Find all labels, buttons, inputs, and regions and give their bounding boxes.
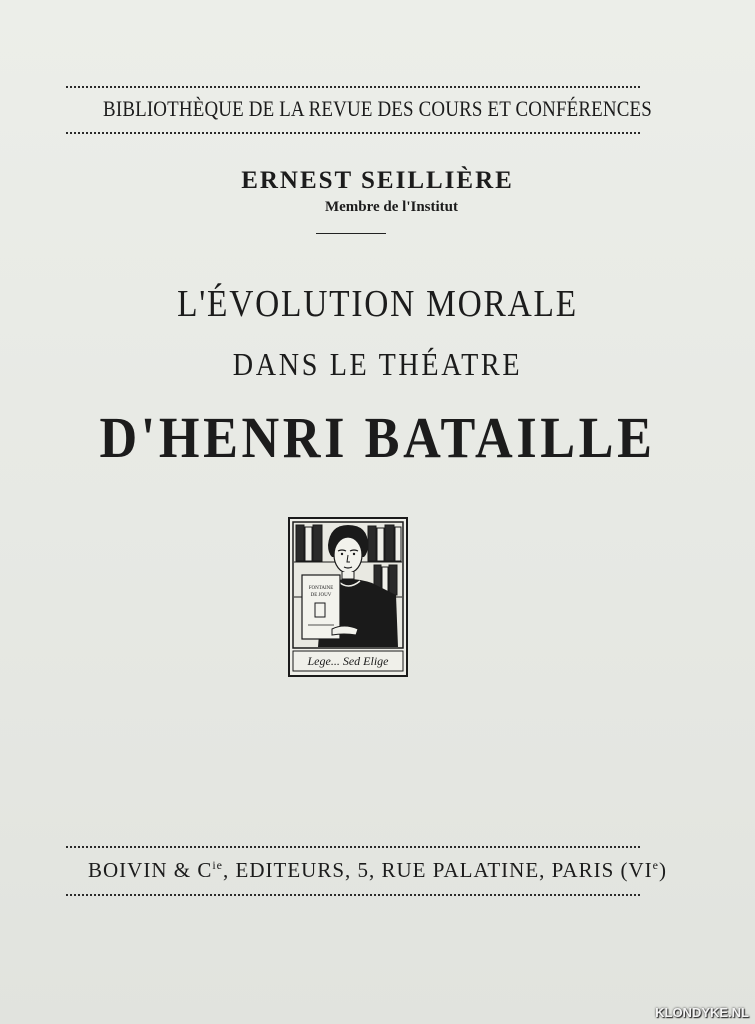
publisher-arr-sup: e <box>652 858 659 872</box>
publisher-line <box>0 858 755 883</box>
top-dotted-rule <box>66 86 640 88</box>
publisher-name-sup: ie <box>212 858 224 872</box>
svg-text:DE JOUV: DE JOUV <box>310 593 332 598</box>
publisher-bottom-rule <box>66 894 640 896</box>
svg-text:FONTAINE: FONTAINE <box>308 586 334 591</box>
series-title: BIBLIOTHÈQUE DE LA REVUE DES COURS ET CONFÉRENCES <box>103 96 652 121</box>
title-line-1: L'ÉVOLUTION MORALE <box>177 283 578 325</box>
publisher-emblem-icon <box>288 517 408 677</box>
author-affiliation: Membre de l'Institut <box>324 199 459 215</box>
watermark-logo: KLONDYKE.NL <box>655 1005 749 1020</box>
short-divider <box>316 233 386 234</box>
emblem-motto: Lege... Sed Elige <box>307 654 389 668</box>
author-name: ERNEST SEILLIÈRE <box>241 167 514 194</box>
publisher-name: BOIVIN & C <box>88 858 213 882</box>
publisher-top-rule <box>66 846 640 848</box>
publisher-close: ) <box>658 858 667 882</box>
series-bottom-rule <box>66 132 640 134</box>
title-line-3: D'HENRI BATAILLE <box>99 405 656 470</box>
title-line-2: DANS LE THÉATRE <box>232 346 523 382</box>
publisher-address: , EDITEURS, 5, RUE PALATINE, PARIS (VI <box>223 858 653 882</box>
